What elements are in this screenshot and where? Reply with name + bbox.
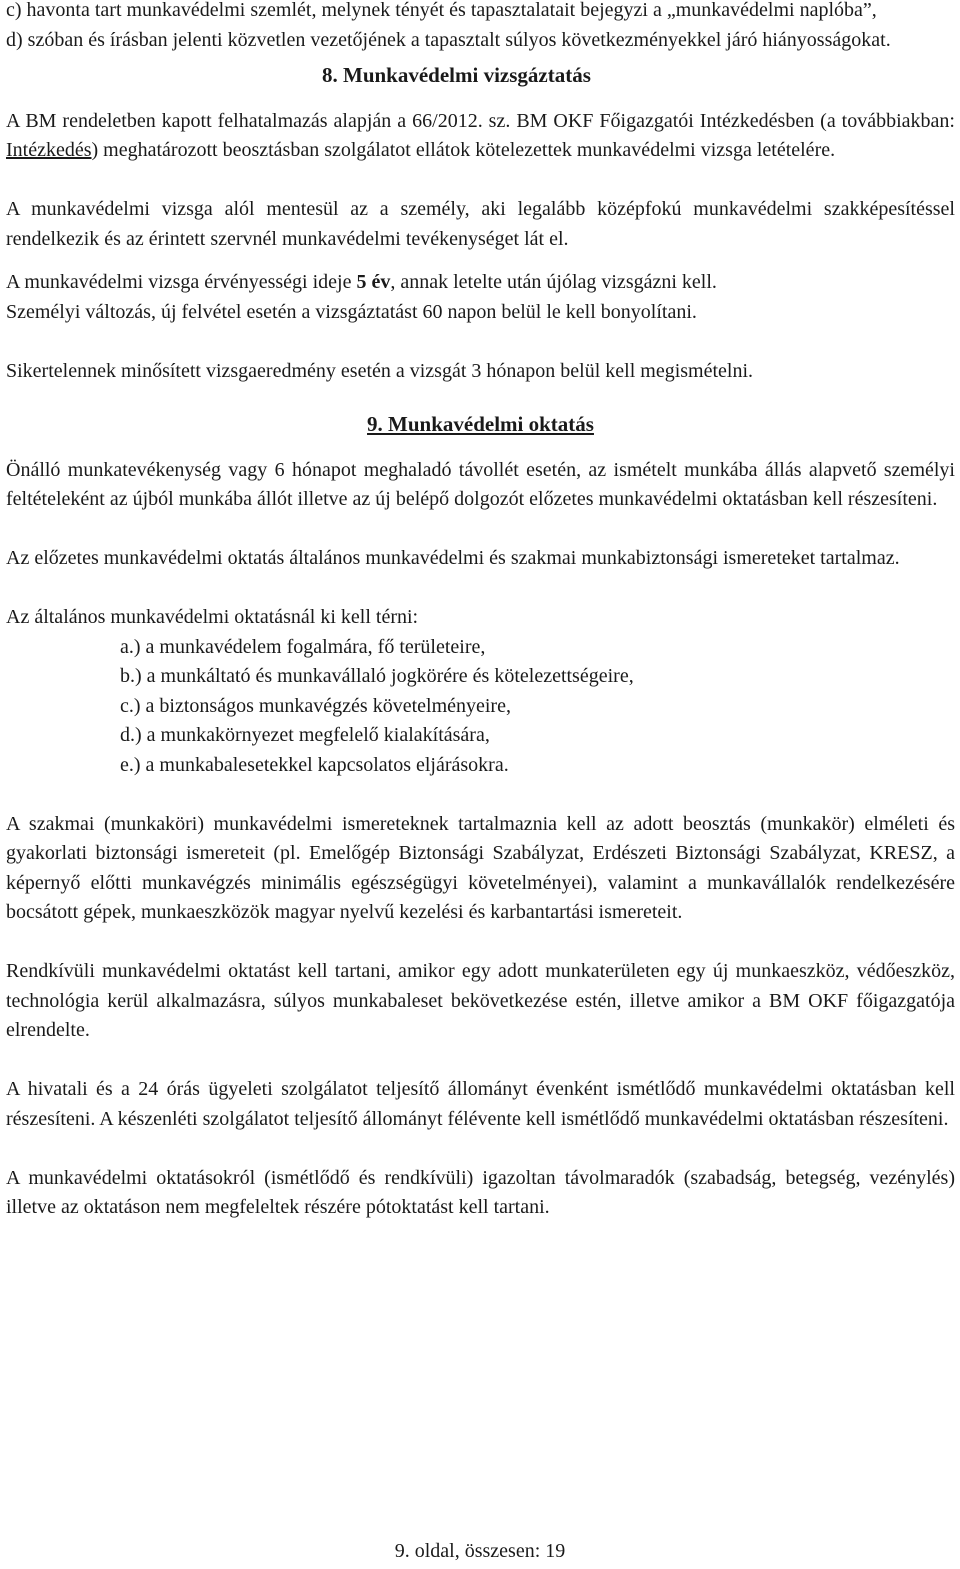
section-9-paragraph-6: A munkavédelmi oktatásokról (ismétlődő és rendkívüli) igazoltan távolmaradók (szabadság, betegség, vezénylés) illetve az oktatáson nem megfeleltek részére pótoktatást kell tartani. — [6, 1166, 955, 1218]
item-c: c) havonta tart munkavédelmi szemlét, melynek tényét és tapasztalatait bejegyzi a „munkavédelmi naplóba”, — [6, 0, 877, 21]
list-item: d.) a munkakörnyezet megfelelő kialakítására, — [120, 724, 490, 746]
list-item: a.) a munkavédelem fogalmára, fő területeire, — [120, 635, 486, 658]
list-intro: Az általános munkavédelmi oktatásnál ki kell térni: — [6, 606, 419, 628]
section-9-paragraph-3: A szakmai (munkaköri) munkavédelmi ismereteknek tartalmaznia kell az adott beosztás (munkakör) elméleti és gyakorlati biztonsági ismereteit (pl. Emelőgép Biztonsági Szabályzat, Erdészeti Biztonsági Szabályzat, KRESZ, a képernyő előtti munkavégzés minimális egészségügyi követelményei), valamint a munkavállalók rendelkezésére bocsátott gépek, munkaeszközök magyar nyelvű kezelési és karbantartási ismereteit. — [6, 812, 955, 923]
document-page — [6, 0, 955, 1223]
section-8-paragraph-3: A munkavédelmi vizsga érvényességi ideje 5 év, annak letelte után újólag vizsgázni kell. — [6, 271, 717, 293]
section-9-paragraph-5: A hivatali és a 24 órás ügyeleti szolgálatot teljesítő állományt évenként ismétlődő munkavédelmi oktatásban kell részesíteni. A készenléti szolgálatot teljesítő állományt félévente kell ismétlődő munkavédelmi oktatásban részesíteni. — [6, 1078, 955, 1130]
section-8-paragraph-4: Személyi változás, új felvétel esetén a vizsgáztatást 60 napon belül le kell bonyolítani. — [6, 300, 697, 323]
list-item: c.) a biztonságos munkavégzés követelményeire, — [120, 694, 511, 717]
validity-period: 5 év — [356, 271, 391, 293]
section-9-paragraph-4: Rendkívüli munkavédelmi oktatást kell tartani, amikor egy adott munkaterületen egy új munkaeszköz, védőeszköz, technológia kerül alkalmazásra, súlyos munkabaleset bekövetkezése estén, illetve amikor a BM OKF főigazgatója elrendelte. — [6, 960, 955, 1041]
section-8-paragraph-2: A munkavédelmi vizsga alól mentesül az a személy, aki legalább középfokú munkavédelmi szakképesítéssel rendelkezik és az érintett szervnél munkavédelmi tevékenységet lát el. — [6, 198, 955, 250]
section-9-heading: 9. Munkavédelmi oktatás — [367, 412, 594, 436]
list-item: b.) a munkáltató és munkavállaló jogkörére és kötelezettségeire, — [120, 665, 634, 687]
intezkedes-term: Intézkedés — [6, 139, 92, 161]
section-8-heading: 8. Munkavédelmi vizsgáztatás — [322, 63, 591, 87]
section-8-paragraph-1: A BM rendeletben kapott felhatalmazás alapján a 66/2012. sz. BM OKF Főigazgatói Intézkedésben (a továbbiakban: Intézkedés) meghatározott beosztásban szolgálatot ellátok kötelezettek munkavédelmi vizsga letételére. — [6, 109, 955, 161]
item-d: d) szóban és írásban jelenti közvetlen vezetőjének a tapasztalt súlyos következményekkel járó hiányosságokat. — [6, 28, 891, 51]
section-8-paragraph-5: Sikertelennek minősített vizsgaeredmény esetén a vizsgát 3 hónapon belül kell megismételni. — [6, 359, 754, 382]
topic-list — [6, 633, 955, 781]
page-footer: 9. oldal, összesen: 19 — [394, 1540, 566, 1562]
section-9-paragraph-2: Az előzetes munkavédelmi oktatás általános munkavédelmi és szakmai munkabiztonsági ismereteket tartalmaz. — [6, 547, 900, 569]
list-item: e.) a munkabalesetekkel kapcsolatos eljárásokra. — [120, 753, 509, 776]
section-9-paragraph-1: Önálló munkatevékenység vagy 6 hónapot meghaladó távollét esetén, az ismételt munkába állás alapvető személyi feltételeként az újból munkába állót illetve az új belépő dolgozót előzetes munkavédelmi oktatásban kell részesíteni. — [6, 458, 955, 510]
